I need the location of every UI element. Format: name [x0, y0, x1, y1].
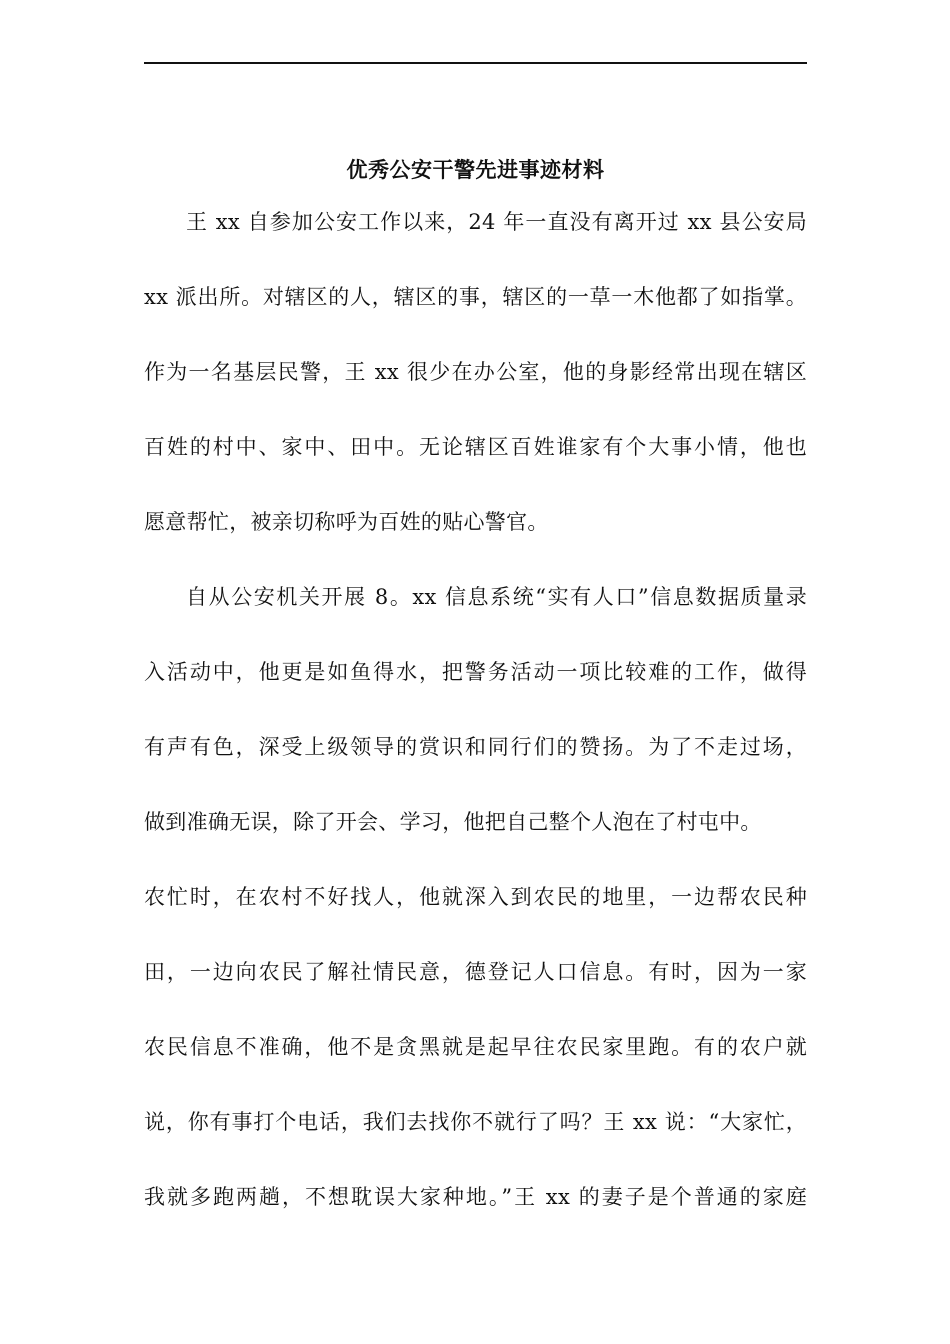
paragraph-line: 田，一边向农民了解社情民意，德登记人口信息。有时，因为一家	[144, 960, 807, 984]
paragraph-line: 愿意帮忙，被亲切称呼为百姓的贴心警官。	[144, 510, 549, 534]
paragraph-line: 王 xx 自参加公安工作以来，24 年一直没有离开过 xx 县公安局	[186, 210, 807, 234]
paragraph-line: 自从公安机关开展 8。xx 信息系统“实有人口”信息数据质量录	[186, 585, 807, 609]
paragraph-line: 入活动中，他更是如鱼得水，把警务活动一项比较难的工作，做得	[144, 660, 807, 684]
paragraph-line: 说，你有事打个电话，我们去找你不就行了吗？王 xx 说：“大家忙，	[144, 1110, 807, 1134]
paragraph-line: 百姓的村中、家中、田中。无论辖区百姓谁家有个大事小情，他也	[144, 435, 807, 459]
paragraph-line: 做到准确无误，除了开会、学习，他把自己整个人泡在了村屯中。	[144, 810, 762, 834]
document-title: 优秀公安干警先进事迹材料	[346, 157, 605, 182]
paragraph-line: xx 派出所。对辖区的人，辖区的事，辖区的一草一木他都了如指掌。	[144, 285, 807, 309]
paragraph-line: 农忙时，在农村不好找人，他就深入到农民的地里，一边帮农民种	[144, 885, 807, 909]
paragraph-line: 农民信息不准确，他不是贪黑就是起早往农民家里跑。有的农户就	[144, 1035, 807, 1059]
header-rule	[144, 62, 807, 64]
paragraph-line: 作为一名基层民警，王 xx 很少在办公室，他的身影经常出现在辖区	[144, 360, 807, 384]
paragraph-line: 我就多跑两趟，不想耽误大家种地。”王 xx 的妻子是个普通的家庭	[144, 1185, 807, 1209]
document-body	[144, 204, 807, 1254]
paragraph-line: 有声有色，深受上级领导的赏识和同行们的赞扬。为了不走过场，	[144, 735, 807, 759]
